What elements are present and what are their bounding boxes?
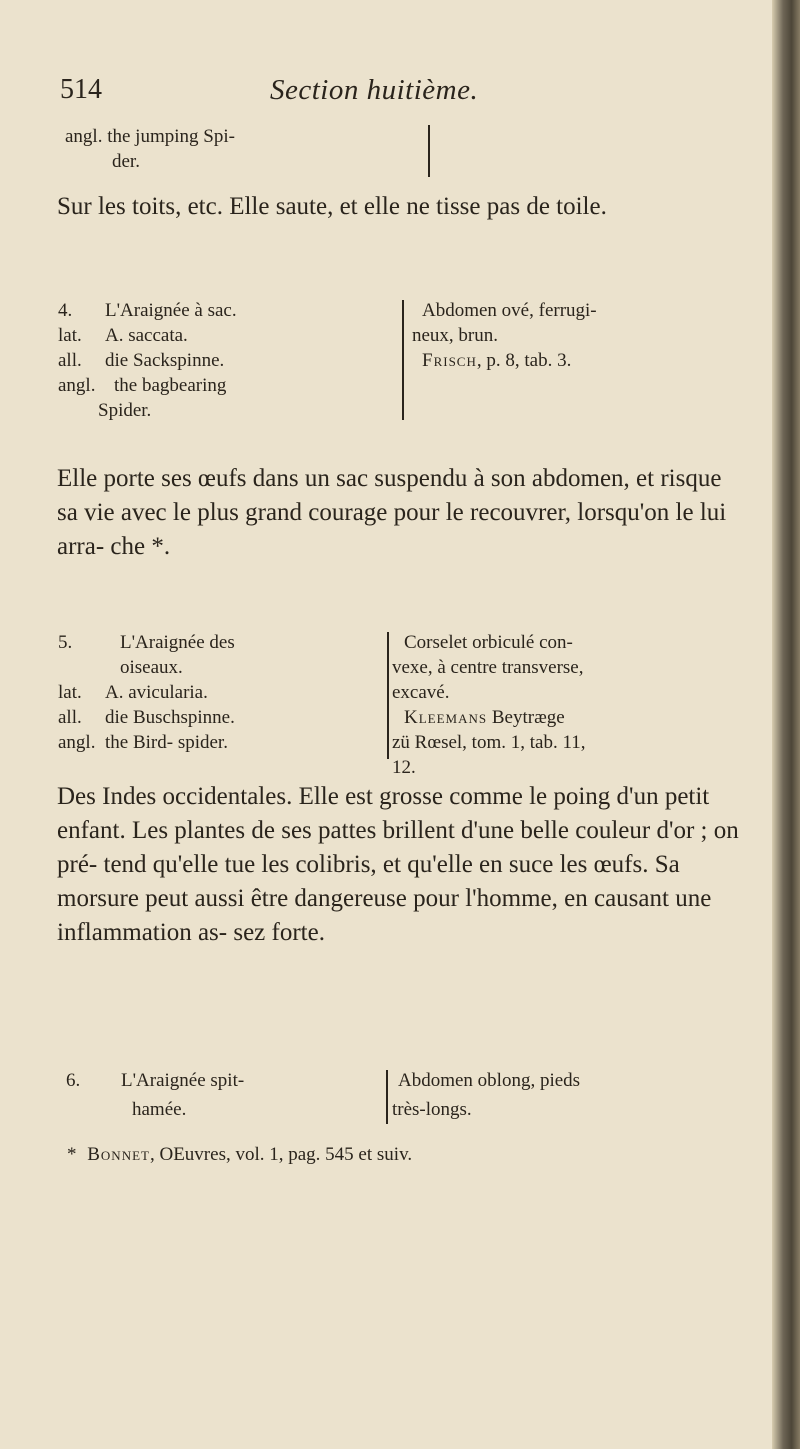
page-number: 514	[60, 74, 102, 105]
entry6-desc-line: très-longs.	[392, 1099, 472, 1120]
entry5-angl-tag: angl.	[58, 732, 96, 753]
entry6-description	[392, 1068, 742, 1122]
entry4-names	[58, 298, 403, 423]
entry6-desc-line: Abdomen oblong, pieds	[398, 1070, 581, 1091]
entry5-ref-line: zü Rœsel, tom. 1, tab. 11,	[392, 732, 586, 753]
entry4-ref-author: Frisch	[422, 350, 477, 371]
page-header	[60, 74, 700, 114]
entry5-desc-line: excavé.	[392, 682, 450, 703]
entry5-english: the Bird- spider.	[105, 732, 228, 753]
entry4-german: die Sackspinne.	[105, 350, 225, 371]
page-edge	[772, 0, 800, 1449]
column-rule	[428, 125, 430, 177]
entry4-lat-tag: lat.	[58, 325, 82, 346]
entry4-english-cont: Spider.	[98, 400, 152, 421]
entry4-description	[412, 298, 742, 373]
footnote	[67, 1144, 412, 1166]
entry5-ref-line: 12.	[392, 757, 416, 778]
entry5-desc-line: Corselet orbiculé con-	[404, 632, 573, 653]
column-rule	[386, 1070, 388, 1124]
entry6-name: L'Araignée spit-	[121, 1070, 245, 1091]
entry3-angl-cont: der.	[112, 151, 140, 172]
entry4-angl-tag: angl.	[58, 375, 96, 396]
column-rule	[387, 632, 389, 759]
entry6-number: 6.	[66, 1070, 81, 1091]
paragraph-3: Des Indes occidentales. Elle est grosse comme le poing d'un petit enfant. Les plantes de ses pattes brillent d'une belle couleur d'or ; on pré- tend qu'elle tue les colibris, et qu'elle en suce les œufs. Sa morsure peut aussi être dangereuse pour l'homme, en causant une inflammation as- sez forte.	[57, 783, 739, 946]
entry6-name-cont: hamée.	[132, 1099, 187, 1120]
entry5-ref-rest: Beytræge	[487, 707, 565, 728]
entry4-name: L'Araignée à sac.	[105, 300, 237, 321]
entry4-desc-line: neux, brun.	[412, 325, 499, 346]
entry4-ref-rest: , p. 8, tab. 3.	[476, 350, 572, 371]
entry5-description	[392, 630, 742, 780]
paragraph-2: Elle porte ses œufs dans un sac suspendu à son abdomen, et risque sa vie avec le plus grand courage pour le recouvrer, lorsqu'on le lui arra- che *.	[57, 465, 727, 560]
entry5-number: 5.	[58, 632, 73, 653]
entry5-lat-tag: lat.	[58, 682, 82, 703]
entry5-names	[58, 630, 388, 755]
footnote-mark: *	[67, 1144, 77, 1165]
entry5-name-cont: oiseaux.	[120, 657, 183, 678]
footnote-author: Bonnet	[87, 1144, 150, 1165]
entry4-desc-line: Abdomen ové, ferrugi-	[422, 300, 597, 321]
entry3-tail	[65, 124, 425, 174]
entry4-english: the bagbearing	[114, 375, 227, 396]
entry6-names	[66, 1068, 386, 1122]
running-title: Section huitième.	[270, 74, 479, 106]
paragraph-1: Sur les toits, etc. Elle saute, et elle ne tisse pas de toile.	[57, 193, 607, 220]
entry5-all-tag: all.	[58, 707, 82, 728]
entry5-german: die Buschspinne.	[105, 707, 235, 728]
entry4-latin: A. saccata.	[105, 325, 188, 346]
entry5-name: L'Araignée des	[120, 632, 235, 653]
footnote-text: , OEuvres, vol. 1, pag. 545 et suiv.	[149, 1144, 413, 1165]
entry5-latin: A. avicularia.	[105, 682, 208, 703]
entry5-desc-line: vexe, à centre transverse,	[392, 657, 584, 678]
column-rule	[402, 300, 404, 420]
entry4-number: 4.	[58, 300, 73, 321]
entry3-angl-line: angl. the jumping Spi-	[65, 126, 235, 147]
entry5-ref-author: Kleemans	[404, 707, 488, 728]
entry4-all-tag: all.	[58, 350, 82, 371]
